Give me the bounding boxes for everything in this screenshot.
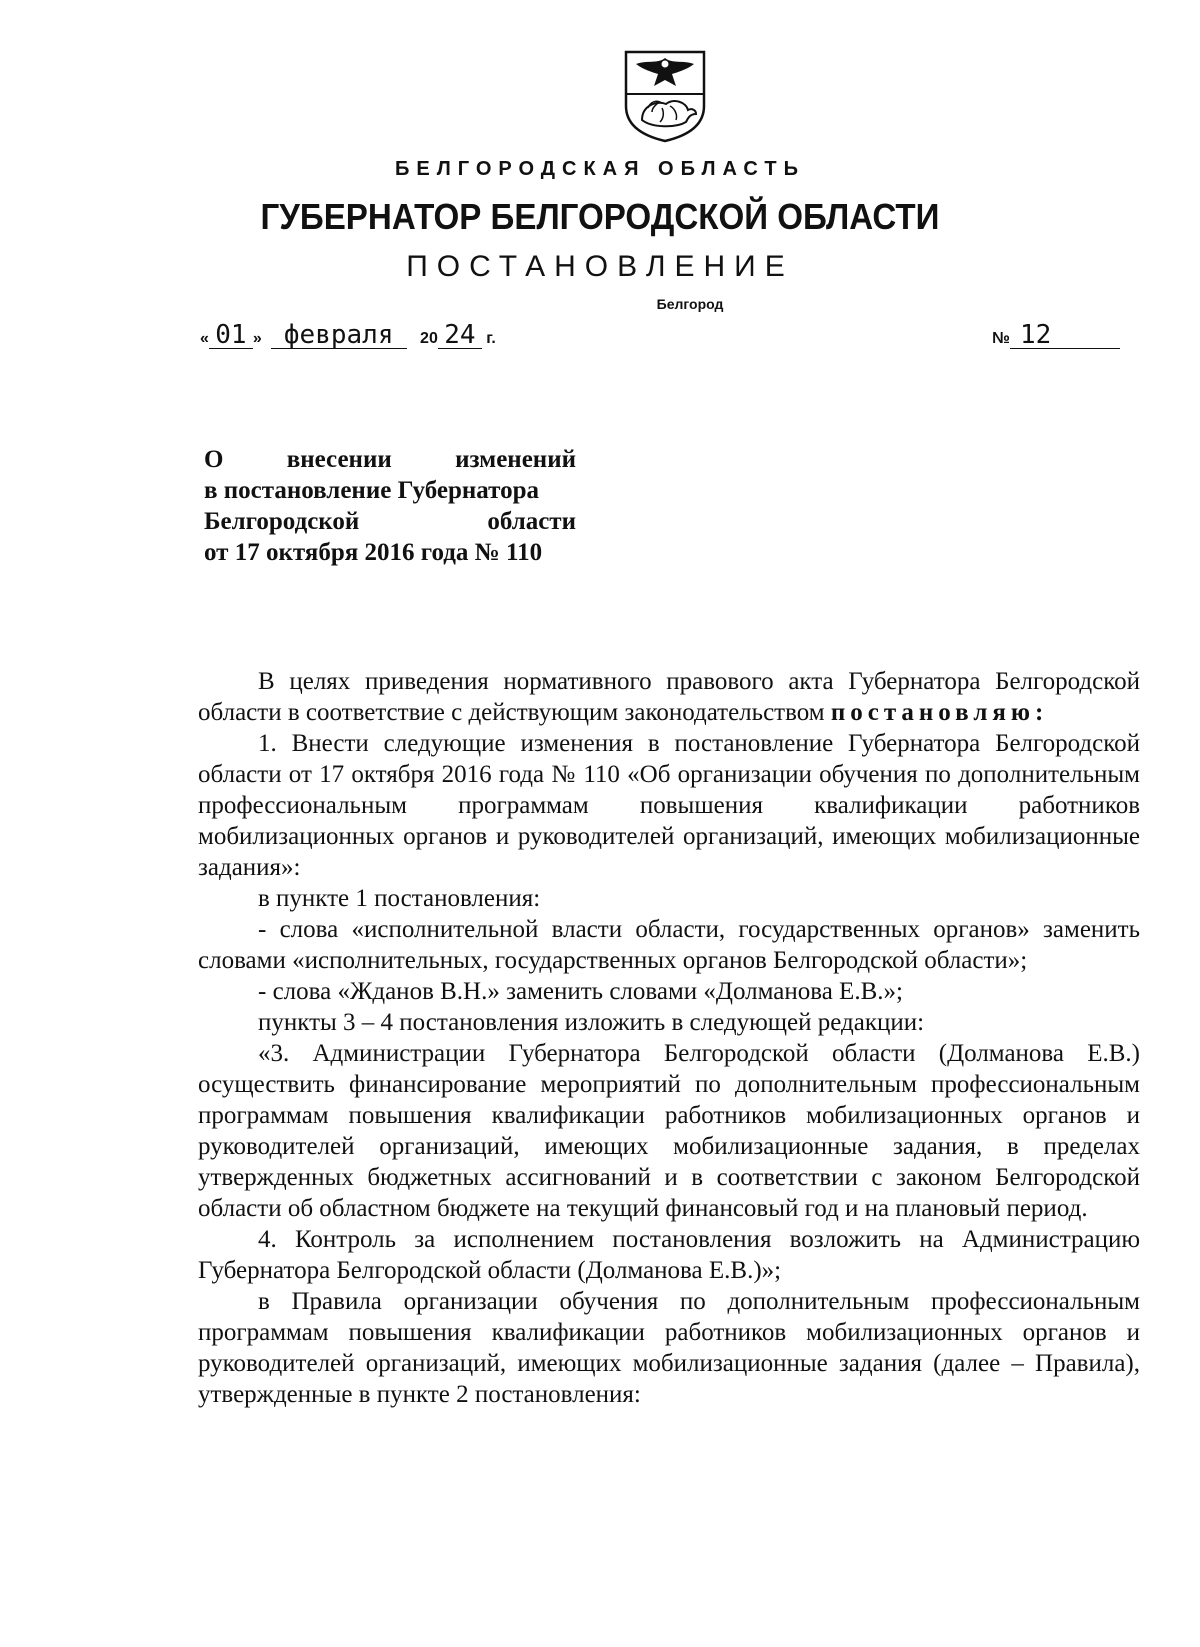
date-month: февраля [271, 322, 407, 349]
body-paragraph: - слова «исполнительной власти области, государственных органов» заменить словами «исполнительных, государственных органов Белгородской области»; [198, 916, 1140, 974]
belgorod-coat-of-arms-icon [622, 48, 708, 144]
body-paragraph: в пункте 1 постановления: [258, 885, 541, 912]
date-year-suffix: 24 [438, 322, 482, 349]
body-paragraph: 1. Внести следующие изменения в постановление Губернатора Белгородской области от 17 октября 2016 года № 110 «Об организации обучения по дополнительным профессиональным программам повышения квалификации работников мобилизационных органов и руководителей организаций, имеющих мобилизационные задания»: [198, 730, 1140, 881]
document-subject [204, 444, 576, 568]
subject-line: в постановление Губернатора [204, 477, 539, 504]
issuer-title: ГУБЕРНАТОР БЕЛГОРОДСКОЙ ОБЛАСТИ [260, 196, 940, 237]
date-day: 01 [209, 322, 253, 349]
date-number-line [200, 322, 1120, 362]
date-year-mark: г. [486, 330, 496, 347]
city-name: Белгород [656, 296, 724, 312]
subject-line: Белгородской области [204, 508, 576, 535]
number-label: № [992, 330, 1010, 347]
subject-line: от 17 октября 2016 года № 110 [204, 539, 543, 566]
body-paragraph: в Правила организации обучения по дополнительным профессиональным программам повышения квалификации работников мобилизационных органов и руководителей организаций, имеющих мобилизационные задания (далее – Правила), утвержденные в пункте 2 постановления: [198, 1288, 1140, 1408]
resolve-word: постановляю: [830, 699, 1049, 726]
document-number [992, 322, 1120, 349]
subject-line: О внесении изменений [204, 446, 577, 473]
document-body [198, 666, 1140, 1410]
body-paragraph: - слова «Жданов В.Н.» заменить словами «Долманова Е.В.»; [258, 978, 903, 1005]
number-value: 12 [1010, 322, 1120, 349]
document-type: ПОСТАНОВЛЕНИЕ [406, 250, 794, 283]
preamble-paragraph: В целях приведения нормативного правового акта Губернатора Белгородской области в соответствие с действующим законодательством постановляю: [198, 668, 1140, 726]
region-name: БЕЛГОРОДСКАЯ ОБЛАСТЬ [395, 158, 805, 180]
date-close-quote: » [252, 330, 262, 347]
body-paragraph: пункты 3 – 4 постановления изложить в следующей редакции: [258, 1009, 925, 1036]
date-year-prefix: 20 [420, 330, 438, 347]
date-open-quote: « [200, 330, 209, 347]
body-paragraph: 4. Контроль за исполнением постановления возложить на Администрацию Губернатора Белгородской области (Долманова Е.В.)»; [198, 1226, 1140, 1284]
document-date [200, 322, 496, 349]
body-paragraph: «3. Администрации Губернатора Белгородской области (Долманова Е.В.) осуществить финансирование мероприятий по дополнительным профессиональным программам повышения квалификации работников мобилизационных органов и руководителей организаций, имеющих мобилизационные задания, в пределах утвержденных бюджетных ассигнований и в соответствии с законом Белгородской области об областном бюджете на текущий финансовый год и на плановый период. [198, 1040, 1140, 1222]
